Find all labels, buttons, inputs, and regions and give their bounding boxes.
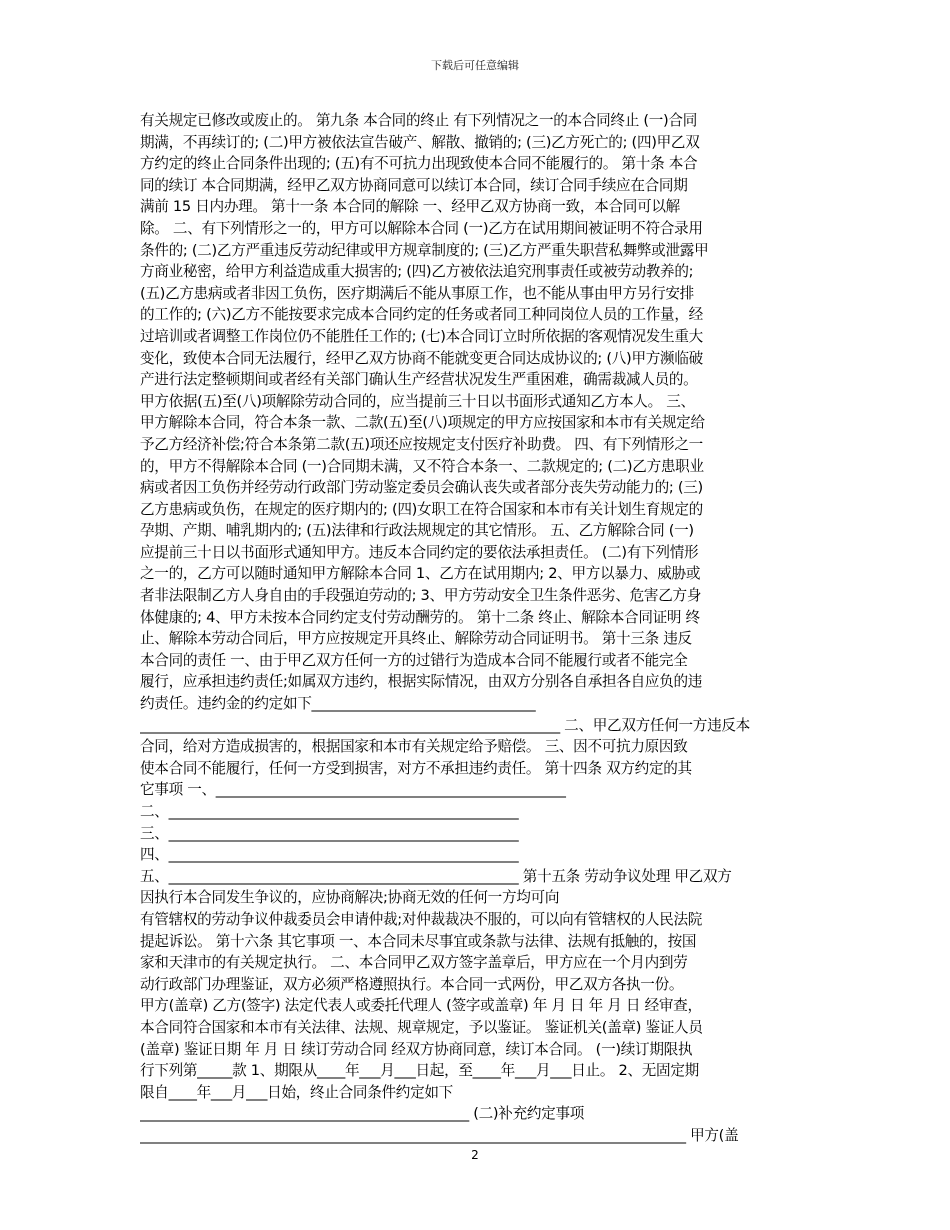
- contract-body-text: [140, 110, 812, 1147]
- text-line: 方商业秘密，给甲方利益造成重大损害的; (四)乙方被依法追究刑事责任或被劳动教养的;: [140, 263, 694, 281]
- text-line: 四、__________________________________________________: [140, 846, 519, 864]
- text-line: 约责任。违约金的约定如下________________________________: [140, 695, 536, 713]
- text-line: 过培训或者调整工作岗位仍不能胜任工作的; (七)本合同订立时所依据的客观情况发生重大: [140, 327, 703, 345]
- text-line: 的工作的; (六)乙方不能按要求完成本合同约定的任务或者同工种同岗位人员的工作量，经: [140, 306, 703, 324]
- text-line: 方约定的终止合同条件出现的; (五)有不可抗力出现致使本合同不能履行的。 第十条 本合: [140, 155, 698, 173]
- text-line: 条件的; (二)乙方严重违反劳动纪律或甲方规章制度的; (三)乙方严重失职营私舞弊或泄露甲: [140, 241, 709, 259]
- text-line: 本合同符合国家和本市有关法律、法规、规章规定，予以鉴证。 鉴证机关(盖章) 鉴证人员: [140, 1018, 703, 1036]
- page-header: 下载后可任意编辑: [431, 59, 519, 72]
- text-line: 动行政部门办理鉴证，双方必须严格遵照执行。本合同一式两份，甲乙双方各执一份。: [140, 975, 684, 993]
- text-line: 变化，致使本合同无法履行，经甲乙双方协商不能就变更合同达成协议的; (八)甲方濒临破: [140, 349, 703, 367]
- text-line: 本合同的责任 一、由于甲乙双方任何一方的过错行为造成本合同不能履行或者不能完全: [140, 651, 688, 669]
- text-line: 产进行法定整顿期间或者经有关部门确认生产经营状况发生严重困难，确需裁减人员的。: [140, 371, 698, 389]
- text-line: 使本合同不能履行，任何一方受到损害，对方不承担违约责任。 第十四条 双方约定的其: [140, 759, 692, 777]
- text-line: 病或者因工负伤并经劳动行政部门劳动鉴定委员会确认丧失或者部分丧失劳动能力的; (三): [140, 479, 703, 497]
- text-line: 的，甲方不得解除本合同 (一)合同期未满，又不符合本条一、二款规定的; (二)乙方患职业: [140, 457, 704, 475]
- text-line: ______________________________________________________________________________ 甲方(盖: [140, 1126, 739, 1144]
- text-line: 有管辖权的劳动争议仲裁委员会申请仲裁;对仲裁裁决不服的，可以向有管辖权的人民法院: [140, 910, 703, 928]
- text-line: 二、__________________________________________________: [140, 803, 519, 820]
- text-line: 甲方依据(五)至(八)项解除劳动合同的，应当提前三十日以书面形式通知乙方本人。 三、: [140, 392, 695, 410]
- text-line: 家和天津市的有关规定执行。 二、本合同甲乙双方签字盖章后，甲方应在一个月内到劳: [140, 954, 688, 972]
- text-line: 三、__________________________________________________: [140, 824, 519, 842]
- text-line: 甲方(盖章) 乙方(签字) 法定代表人或委托代理人 (签字或盖章) 年 月 日 年 月 日 经审查，: [140, 997, 702, 1015]
- text-line: 满前 15 日内办理。 第十一条 本合同的解除 一、经甲乙双方协商一致，本合同可以解: [140, 198, 680, 216]
- text-line: 除。 二、有下列情形之一的，甲方可以解除本合同 (一)乙方在试用期间被证明不符合录用: [140, 219, 703, 237]
- text-line: 合同，给对方造成损害的，根据国家和本市有关规定给予赔偿。 三、因不可抗力原因致: [140, 738, 688, 756]
- text-line: 履行，应承担违约责任;如属双方违约，根据实际情况，由双方分别各自承担各自应负的违: [140, 673, 703, 691]
- text-line: 行下列第_____款 1、期限从____年___月___日起，至____年___月___日止。 2、无固定期: [140, 1062, 699, 1080]
- text-line: ____________________________________________________________ 二、甲乙双方任何一方违反本: [140, 716, 750, 734]
- text-line: 有关规定已修改或废止的。 第九条 本合同的终止 有下列情况之一的本合同终止 (一)合同: [140, 112, 698, 129]
- text-line: 因执行本合同发生争议的，应协商解决;协商无效的任何一方均可向: [140, 889, 560, 907]
- text-line: 止、解除本劳动合同后，甲方应按规定开具终止、解除劳动合同证明书。 第十三条 违反: [140, 630, 692, 648]
- text-line: 孕期、产期、哺乳期内的; (五)法律和行政法规规定的其它情形。 五、乙方解除合同 (一): [140, 522, 694, 540]
- text-line: _______________________________________________ (二)补充约定事项: [140, 1105, 585, 1123]
- text-line: (五)乙方患病或者非因工负伤，医疗期满后不能从事原工作，也不能从事由甲方另行安排: [140, 284, 694, 302]
- text-line: 它事项 一、__________________________________________________: [140, 781, 566, 799]
- text-line: 同的续订 本合同期满，经甲乙双方协商同意可以续订本合同，续订合同手续应在合同期: [140, 176, 688, 194]
- text-line: 甲方解除本合同，符合本条一款、二款(五)至(八)项规定的甲方应按国家和本市有关规定给: [140, 414, 705, 432]
- text-line: (盖章) 鉴证日期 年 月 日 续订劳动合同 经双方协商同意，续订本合同。 (一)续订期限执: [140, 1040, 693, 1058]
- text-line: 予乙方经济补偿;符合本条第二款(五)项还应按规定支付医疗补助费。 四、有下列情形之一: [140, 435, 703, 453]
- text-line: 者非法限制乙方人身自由的手段强迫劳动的; 3、甲方劳动安全卫生条件恶劣、危害乙方身: [140, 587, 702, 605]
- text-line: 五、__________________________________________________ 第十五条 劳动争议处理 甲乙双方: [140, 867, 732, 885]
- page-number: 2: [471, 1148, 479, 1162]
- text-line: 提起诉讼。 第十六条 其它事项 一、本合同未尽事宜或条款与法律、法规有抵触的，按国: [140, 932, 697, 950]
- text-line: 应提前三十日以书面形式通知甲方。违反本合同约定的要依法承担责任。 (二)有下列情形: [140, 543, 699, 561]
- text-line: 之一的，乙方可以随时通知甲方解除本合同 1、乙方在试用期内; 2、甲方以暴力、威胁或: [140, 565, 701, 583]
- text-line: 限自____年___月___日始，终止合同条件约定如下: [140, 1083, 453, 1101]
- text-line: 期满，不再续订的; (二)甲方被依法宣告破产、解散、撤销的; (三)乙方死亡的; (四)甲乙双: [140, 133, 700, 151]
- text-line: 体健康的; 4、甲方未按本合同约定支付劳动酬劳的。 第十二条 终止、解除本合同证明 终: [140, 608, 700, 626]
- text-line: 乙方患病或负伤，在规定的医疗期内的; (四)女职工在符合国家和本市有关计划生育规定的: [140, 500, 703, 518]
